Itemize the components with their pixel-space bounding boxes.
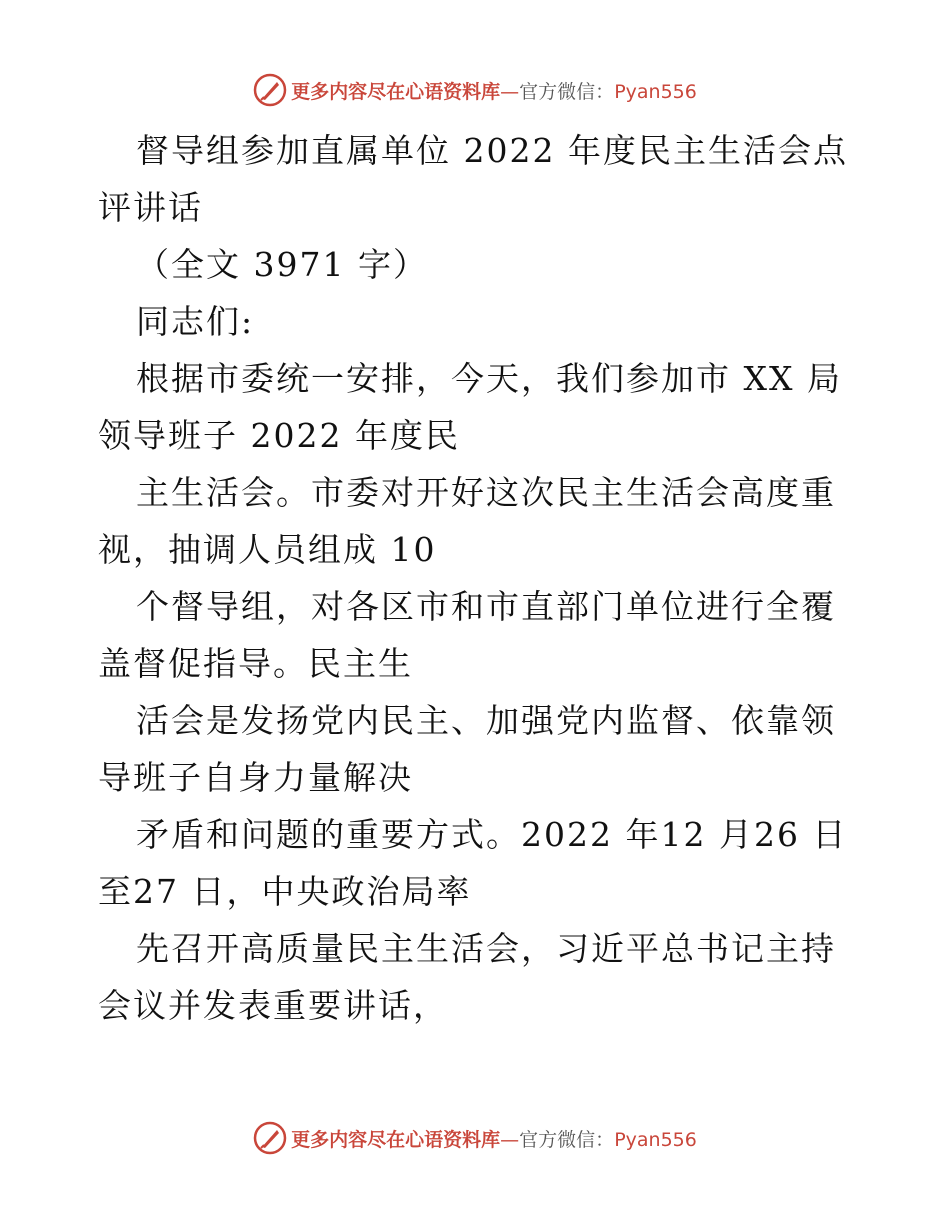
banner-wechat-label: 官方微信： bbox=[519, 80, 615, 103]
salutation: 同志们: bbox=[136, 302, 255, 341]
banner-dash: — bbox=[500, 1128, 520, 1151]
banner-text bbox=[291, 77, 697, 104]
banner-wechat-id: Pyan556 bbox=[614, 80, 697, 103]
banner-wechat-label: 官方微信： bbox=[519, 1128, 615, 1151]
banner-main-text: 更多内容尽在心语资料库 bbox=[291, 80, 501, 103]
quill-logo-icon bbox=[253, 73, 287, 107]
banner-main-text: 更多内容尽在心语资料库 bbox=[291, 1128, 501, 1151]
word-count: （全文 3971 字） bbox=[136, 245, 428, 284]
banner-wechat-id: Pyan556 bbox=[614, 1128, 697, 1151]
paragraph: 根据市委统一安排，今天，我们参加市 XX 局领导班子 2022 年度民 bbox=[98, 359, 842, 455]
paragraph: 活会是发扬党内民主、加强党内监督、依靠领导班子自身力量解决 bbox=[98, 701, 836, 797]
quill-logo-icon bbox=[253, 1121, 287, 1155]
paragraph: 矛盾和问题的重要方式。2022 年12 月26 日至27 日，中央政治局率 bbox=[98, 815, 848, 911]
banner-dash: — bbox=[500, 80, 520, 103]
document-body bbox=[98, 122, 858, 1034]
paragraph: 个督导组，对各区市和市直部门单位进行全覆盖督促指导。民主生 bbox=[98, 587, 836, 683]
banner-text bbox=[291, 1125, 697, 1152]
header-watermark-banner bbox=[0, 70, 950, 110]
paragraph: 主生活会。市委对开好这次民主生活会高度重视，抽调人员组成 10 bbox=[98, 473, 836, 569]
paragraph: 先召开高质量民主生活会，习近平总书记主持会议并发表重要讲话， bbox=[98, 929, 836, 1025]
document-title: 督导组参加直属单位 2022 年度民主生活会点评讲话 bbox=[98, 131, 848, 227]
footer-watermark-banner bbox=[0, 1118, 950, 1158]
